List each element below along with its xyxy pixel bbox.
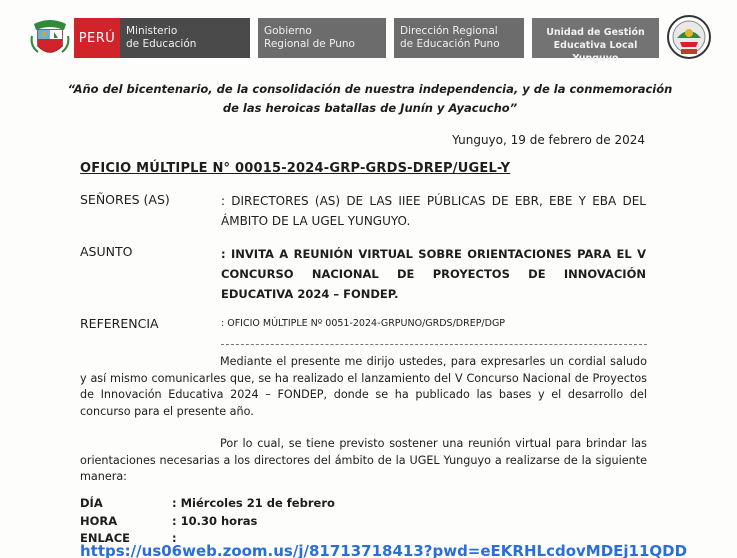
zoom-meeting-link[interactable]: https://us06web.zoom.us/j/81713718413?pwd=eEKRHLcdovMDEj11QDD — [80, 542, 688, 558]
hora-value: : 10.30 horas — [172, 514, 258, 528]
letterhead — [0, 8, 737, 70]
enlace-value: : — [172, 531, 177, 545]
ministry-label — [120, 18, 250, 58]
ministry-line-2: de Educación — [126, 38, 197, 50]
paragraph-1-text: Mediante el presente me dirijo ustedes, para expresarles un cordial saludo y así mismo comunicarles que, se ha realizado el lanzamiento del V Concurso Nacional de Proyectos de Innovación Educativa 2024 – FONDEP, donde se ha publicado las bases y el desarrollo del concurso para el presente año. — [80, 355, 647, 418]
peru-coat-of-arms-icon — [30, 16, 70, 60]
senores-value: : DIRECTORES (AS) DE LAS IIEE PÚBLICAS DE EBR, EBE Y EBA DEL ÁMBITO DE LA UGEL YUNGUYO. — [221, 194, 646, 228]
asunto-label: ASUNTO — [80, 244, 133, 259]
paragraph-2-text: Por lo cual, se tiene previsto sostener una reunión virtual para brindar las orientaciones necesarias a los directores del ámbito de la UGEL Yunguyo a realizarse de la siguiente manera: — [80, 437, 647, 483]
separator-line — [221, 344, 647, 345]
document-date: Yunguyo, 19 de febrero de 2024 — [452, 133, 645, 147]
gobierno-label — [258, 18, 386, 58]
motto-line-2: de las heroicas batallas de Junín y Ayacucho” — [222, 101, 518, 115]
senores-label: SEÑORES (AS) — [80, 192, 170, 207]
referencia-label: REFERENCIA — [80, 316, 159, 331]
dia-value: : Miércoles 21 de febrero — [172, 496, 335, 510]
referencia-value: : OFICIO MÚLTIPLE Nº 0051-2024-GRPUNO/GRDS/DREP/DGP — [221, 318, 506, 329]
peru-label: PERÚ — [74, 18, 120, 58]
dia-label: DÍA — [80, 496, 103, 510]
hora-label: HORA — [80, 514, 118, 528]
unidad-label — [532, 18, 659, 64]
motto-line-1: “Año del bicentenario, de la consolidación de nuestra independencia, y de la conmemoración — [67, 82, 673, 96]
gobierno-line-2: Regional de Puno — [264, 38, 355, 50]
direccion-line-2: de Educación Puno — [400, 38, 500, 50]
ministry-line-1: Ministerio — [126, 25, 178, 37]
paragraph-1 — [80, 354, 647, 420]
year-motto — [60, 80, 680, 118]
direccion-line-1: Dirección Regional — [400, 25, 498, 37]
unidad-line-2: Educativa Local Yunguyo — [553, 40, 638, 64]
asunto-value: : INVITA A REUNIÓN VIRTUAL SOBRE ORIENTACIONES PARA EL V CONCURSO NACIONAL DE PROYECTOS DE INNOVACIÓN EDUCATIVA 2024 – FONDEP. — [221, 247, 646, 301]
direccion-label — [394, 18, 524, 58]
enlace-label: ENLACE — [80, 531, 131, 545]
oficio-title: OFICIO MÚLTIPLE N° 00015-2024-GRP-GRDS-DREP/UGEL-Y — [80, 161, 511, 176]
paragraph-2 — [80, 436, 647, 486]
unidad-line-1: Unidad de Gestión — [546, 27, 645, 38]
gobierno-line-1: Gobierno — [264, 25, 312, 37]
ugel-yunguyo-logo-icon — [666, 14, 712, 60]
